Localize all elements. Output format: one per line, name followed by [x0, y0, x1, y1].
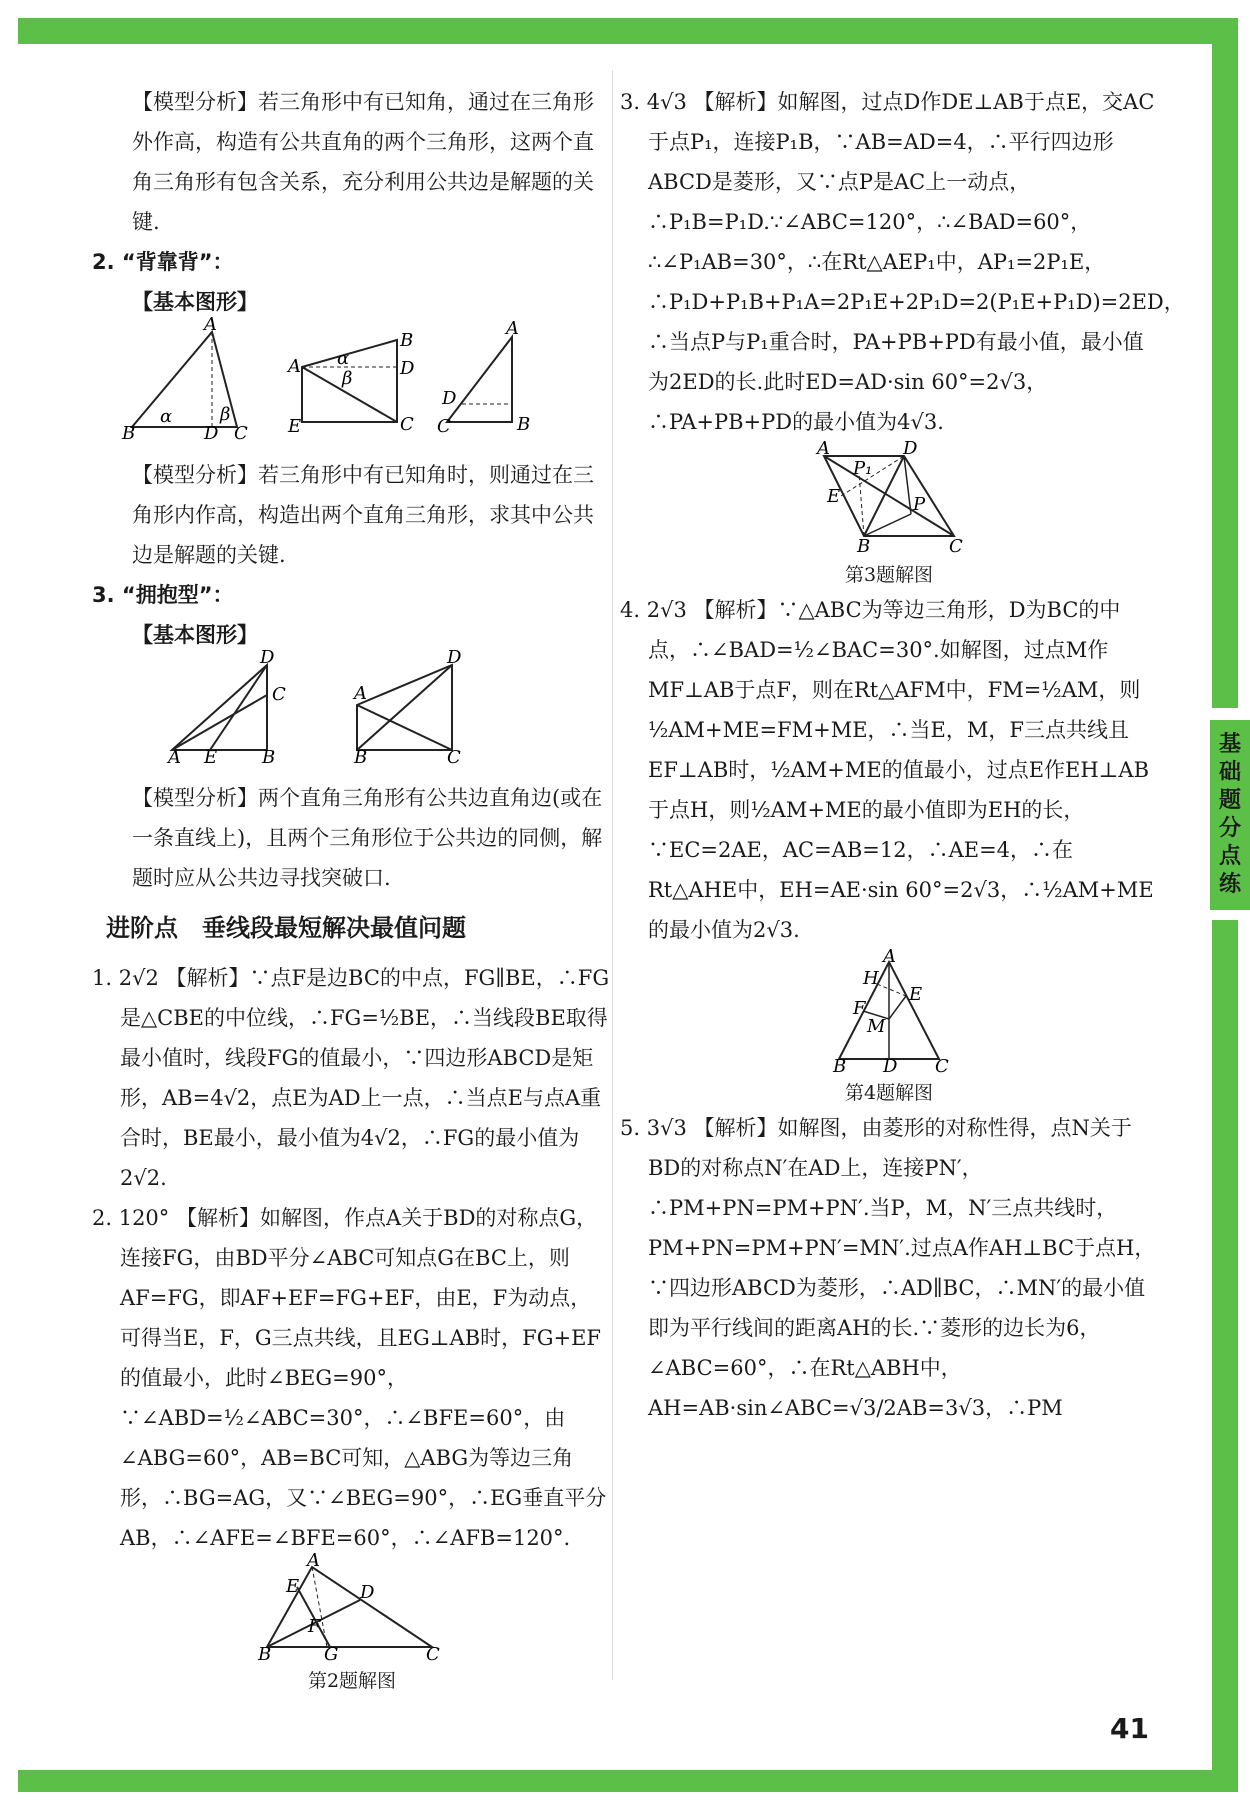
side-tab-char: 基 [1218, 732, 1241, 757]
svg-text:E: E [909, 984, 923, 1005]
svg-text:F: F [853, 998, 866, 1019]
label-alpha: α [160, 406, 173, 427]
figure-q4 [819, 946, 959, 1077]
right-green-bar [1212, 18, 1238, 708]
svg-text:D: D [447, 647, 462, 668]
svg-text:M: M [867, 1016, 886, 1037]
figure-q3 [799, 438, 979, 557]
svg-text:P₁: P₁ [853, 458, 873, 479]
label-beta: β [220, 404, 231, 425]
item-2-title: 2. “背靠背”： [92, 250, 234, 274]
svg-text:A: A [307, 1550, 320, 1571]
svg-text:B: B [354, 747, 368, 768]
svg-text:B: B [833, 1056, 847, 1077]
svg-text:E: E [204, 747, 218, 768]
svg-text:P: P [913, 494, 926, 515]
label-A: A [204, 314, 217, 335]
side-tab-char: 题 [1218, 788, 1241, 813]
embrace-figures [92, 647, 592, 768]
svg-text:D: D [442, 388, 457, 409]
label-D: D [204, 423, 219, 444]
svg-text:B: B [258, 1644, 272, 1665]
svg-text:D: D [400, 358, 415, 379]
svg-text:D: D [360, 1582, 375, 1603]
question-4-solution: 4. 2√3 【解析】∵△ABC为等边三角形，D为BC的中点，∴∠BAD=½∠BAC=30°.如解图，过点M作MF⊥AB于点F，则在Rt△AFM中，FM=½AM，则½AM+ME=FM+ME，∴当E，M，F三点共线且EF⊥AB时，½AM+ME的值最小，过点E作EH⊥AB于点H，则½AM+ME的最小值即为EH的长，∵EC=2AE，AC=AB=12，∴AE=4，∴在Rt△AHE中，EH=AE·sin 60°=2√3，∴½AM+ME的最小值为2√3. [620, 598, 1154, 942]
page-number: 41 [1110, 1712, 1149, 1745]
svg-text:E: E [288, 416, 302, 437]
svg-text:B: B [517, 414, 531, 435]
svg-text:C: C [447, 747, 461, 768]
model-analysis-2: 【模型分析】若三角形中有已知角时，则通过在三角形内作高，构造出两个直角三角形，求其中公共边是解题的关键. [132, 463, 594, 567]
side-tab-char: 分 [1218, 816, 1241, 841]
svg-text:C: C [437, 416, 451, 437]
figure-q2 [252, 1550, 452, 1665]
side-tab-char: 点 [1218, 844, 1241, 869]
svg-text:D: D [260, 647, 275, 668]
svg-text:A: A [354, 683, 367, 704]
question-3-solution: 3. 4√3 【解析】如解图，过点D作DE⊥AB于点E，交AC于点P₁，连接P₁B，∵AB=AD=4，∴平行四边形ABCD是菱形，又∵点P是AC上一动点，∴P₁B=P₁D.∵∠ABC=120°，∴∠BAD=60°，∴∠P₁AB=30°，∴在Rt△AEP₁中，AP₁=2P₁E，∴P₁D+P₁B+P₁A=2P₁E+2P₁D=2(P₁E+P₁D)=2ED，∴当点P与P₁重合时，PA+PB+PD有最小值，最小值为2ED的长.此时ED=AD·sin 60°=2√3，∴PA+PB+PD的最小值为4√3. [620, 90, 1185, 434]
bottom-green-bar [18, 1770, 1238, 1792]
svg-text:C: C [935, 1056, 949, 1077]
caption-q4: 第4题解图 [844, 1082, 934, 1104]
top-green-bar [18, 18, 1238, 44]
svg-text:C: C [949, 536, 963, 557]
svg-text:α: α [337, 348, 350, 369]
question-1-solution: 1. 2√2 【解析】∵点F是边BC的中点，FG∥BE，∴FG是△CBE的中位线，∴FG=½BE，∴当线段BE取得最小值时，线段FG的值最小，∵四边形ABCD是矩形，AB=4√2，点E为AD上一点，∴当点E与点A重合时，BE最小，最小值为4√2，∴FG的最小值为2√2. [92, 966, 610, 1190]
right-green-bar-lower [1212, 920, 1238, 1792]
back-to-back-figures [92, 314, 592, 444]
svg-text:C: C [400, 414, 414, 435]
caption-q2: 第2题解图 [307, 1670, 397, 1692]
basic-figure-label: 【基本图形】 [132, 290, 258, 314]
basic-figure-label-2: 【基本图形】 [132, 623, 258, 647]
model-analysis-3: 【模型分析】两个直角三角形有公共边直角边(或在一条直线上)，且两个三角形位于公共边的同侧，解题时应从公共边寻找突破口. [132, 786, 603, 890]
svg-text:A: A [883, 946, 896, 967]
left-column [92, 82, 612, 1696]
model-analysis-1: 【模型分析】若三角形中有已知角，通过在三角形外作高，构造有公共直角的两个三角形，这两个直角三角形有包含关系，充分利用公共边是解题的关键. [132, 90, 594, 234]
question-2-solution: 2. 120° 【解析】如解图，作点A关于BD的对称点G，连接FG，由BD平分∠ABC可知点G在BC上，则AF=FG，即AF+EF=FG+EF，由E，F为动点，可得当E，F，G三点共线，且EG⊥AB时，FG+EF的值最小，此时∠BEG=90°，∵∠ABD=½∠ABC=30°，∴∠BFE=60°，由∠ABG=60°，AB=BC可知，△ABG为等边三角形，∴BG=AG，又∵∠BEG=90°，∴EG垂直平分AB，∴∠AFE=∠BFE=60°，∴∠AFB=120°. [92, 1206, 607, 1550]
caption-q3: 第3题解图 [844, 564, 934, 586]
svg-text:A: A [817, 438, 830, 459]
svg-text:F: F [308, 1616, 321, 1637]
svg-text:B: B [400, 330, 414, 351]
svg-text:D: D [883, 1056, 898, 1077]
svg-text:E: E [827, 486, 841, 507]
section-title: 进阶点 垂线段最短解决最值问题 [106, 914, 466, 942]
label-B: B [122, 423, 136, 444]
label-C: C [234, 423, 248, 444]
svg-text:D: D [903, 438, 918, 459]
side-tab-char: 础 [1218, 760, 1241, 785]
svg-text:H: H [863, 968, 879, 989]
right-column [620, 82, 1185, 1428]
svg-text:C: C [272, 684, 286, 705]
svg-text:A: A [288, 356, 301, 377]
column-divider [612, 70, 613, 1680]
question-5-solution: 5. 3√3 【解析】如解图，由菱形的对称性得，点N关于BD的对称点N′在AD上，连接PN′，∴PM+PN=PM+PN′.当P，M，N′三点共线时，PM+PN=PM+PN′=MN′.过点A作AH⊥BC于点H，∵四边形ABCD为菱形，∴AD∥BC，∴MN′的最小值即为平行线间的距离AH的长.∵菱形的边长为6，∠ABC=60°，∴在Rt△ABH中，AH=AB·sin∠ABC=√3/2AB=3√3，∴PM [620, 1116, 1156, 1420]
svg-text:β: β [342, 368, 353, 389]
svg-text:B: B [857, 536, 871, 557]
side-tab-char: 练 [1218, 872, 1241, 897]
svg-text:B: B [262, 747, 276, 768]
svg-text:E: E [286, 1576, 300, 1597]
svg-text:C: C [426, 1644, 440, 1665]
side-tab [1210, 720, 1250, 910]
svg-text:A: A [168, 747, 181, 768]
svg-text:G: G [324, 1644, 339, 1665]
svg-text:A: A [506, 318, 519, 339]
item-3-title: 3. “拥抱型”： [92, 583, 234, 607]
